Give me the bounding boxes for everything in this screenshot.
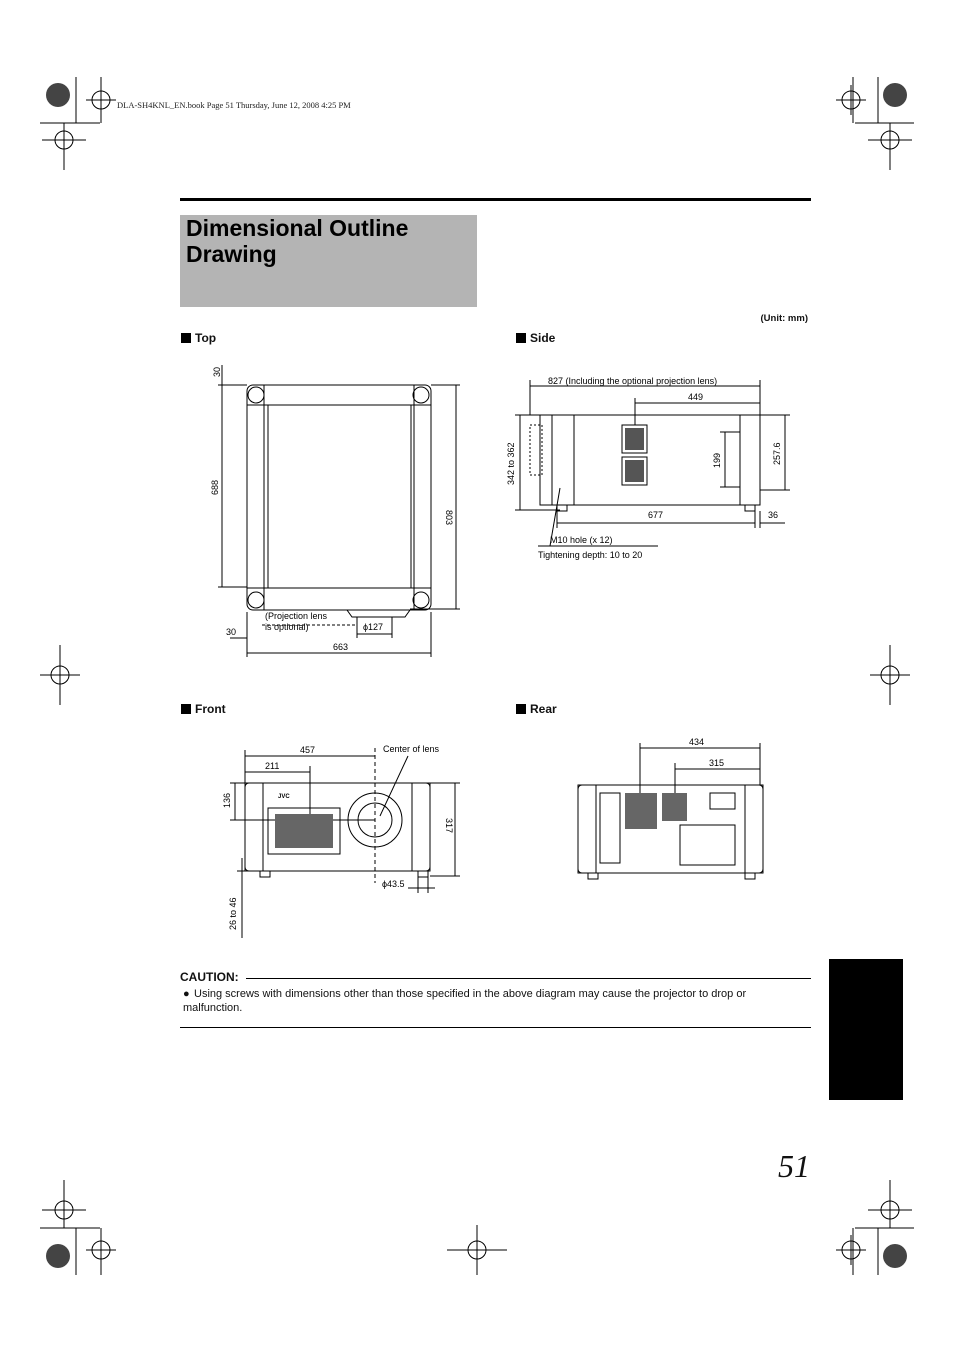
page-title: Dimensional Outline Drawing [186,215,409,267]
square-bullet-icon [516,333,526,343]
file-info-note: DLA-SH4KNL_EN.book Page 51 Thursday, June 12, 2008 4:25 PM [117,100,351,110]
dim-label: 688 [210,479,220,495]
caution-label: CAUTION: [180,970,239,984]
dim-label: ϕ43.5 [382,879,405,889]
square-bullet-icon [516,704,526,714]
dim-label: 677 [648,510,664,520]
front-view-drawing [220,738,480,943]
title-box [180,215,477,307]
section-front-label: Front [195,702,226,716]
dim-label: 449 [688,392,704,402]
side-view-drawing [500,370,810,570]
dim-label: 663 [333,642,349,652]
dim-label: 342 to 362 [506,442,516,485]
center-of-lens-label: Center of lens [383,744,440,754]
section-rear-heading [516,702,557,716]
dim-label: 434 [689,737,705,747]
dim-label: ϕ127 [363,622,384,632]
top-view-drawing [200,355,480,665]
rear-view-drawing [570,735,770,885]
top-rule [180,198,811,201]
section-side-heading [516,331,555,345]
page-number: 51 [778,1148,810,1184]
section-top-label: Top [195,331,217,345]
caution-rule [246,978,811,979]
hole-note: M10 hole (x 12) [550,535,613,545]
section-side-label: Side [530,331,556,345]
bullet-icon: ● [183,988,190,1000]
section-rear-label: Rear [530,702,557,716]
jvc-logo: JVC [278,794,290,800]
caution-item [183,987,803,1015]
square-bullet-icon [181,333,191,343]
square-bullet-icon [181,704,191,714]
dim-label: 26 to 46 [228,897,238,930]
dim-label: 257.6 [772,442,782,465]
lens-note: (Projection lens [265,611,328,621]
dim-label: 136 [222,792,232,808]
bottom-rule [180,1027,811,1028]
dim-label: 317 [444,818,454,834]
lens-note: is optional) [265,622,309,632]
section-top-heading [181,331,216,345]
dim-label: 827 (Including the optional projection lens) [548,376,718,386]
dim-label: 315 [709,758,725,768]
unit-note: (Unit: mm) [760,313,808,324]
dim-label: 36 [768,510,779,520]
dim-label: 803 [444,510,454,526]
dim-label: 30 [212,366,222,377]
chapter-tab [829,959,903,1100]
section-front-heading [181,702,226,716]
dim-label: 199 [712,452,722,468]
hole-note: Tightening depth: 10 to 20 [538,550,643,560]
dim-label: 211 [265,761,280,771]
dim-label: 457 [300,745,316,755]
dim-label: 30 [226,627,237,637]
caution-text: Using screws with dimensions other than those specified in the above diagram may cause the projector to drop or malfunction. [183,988,747,1014]
